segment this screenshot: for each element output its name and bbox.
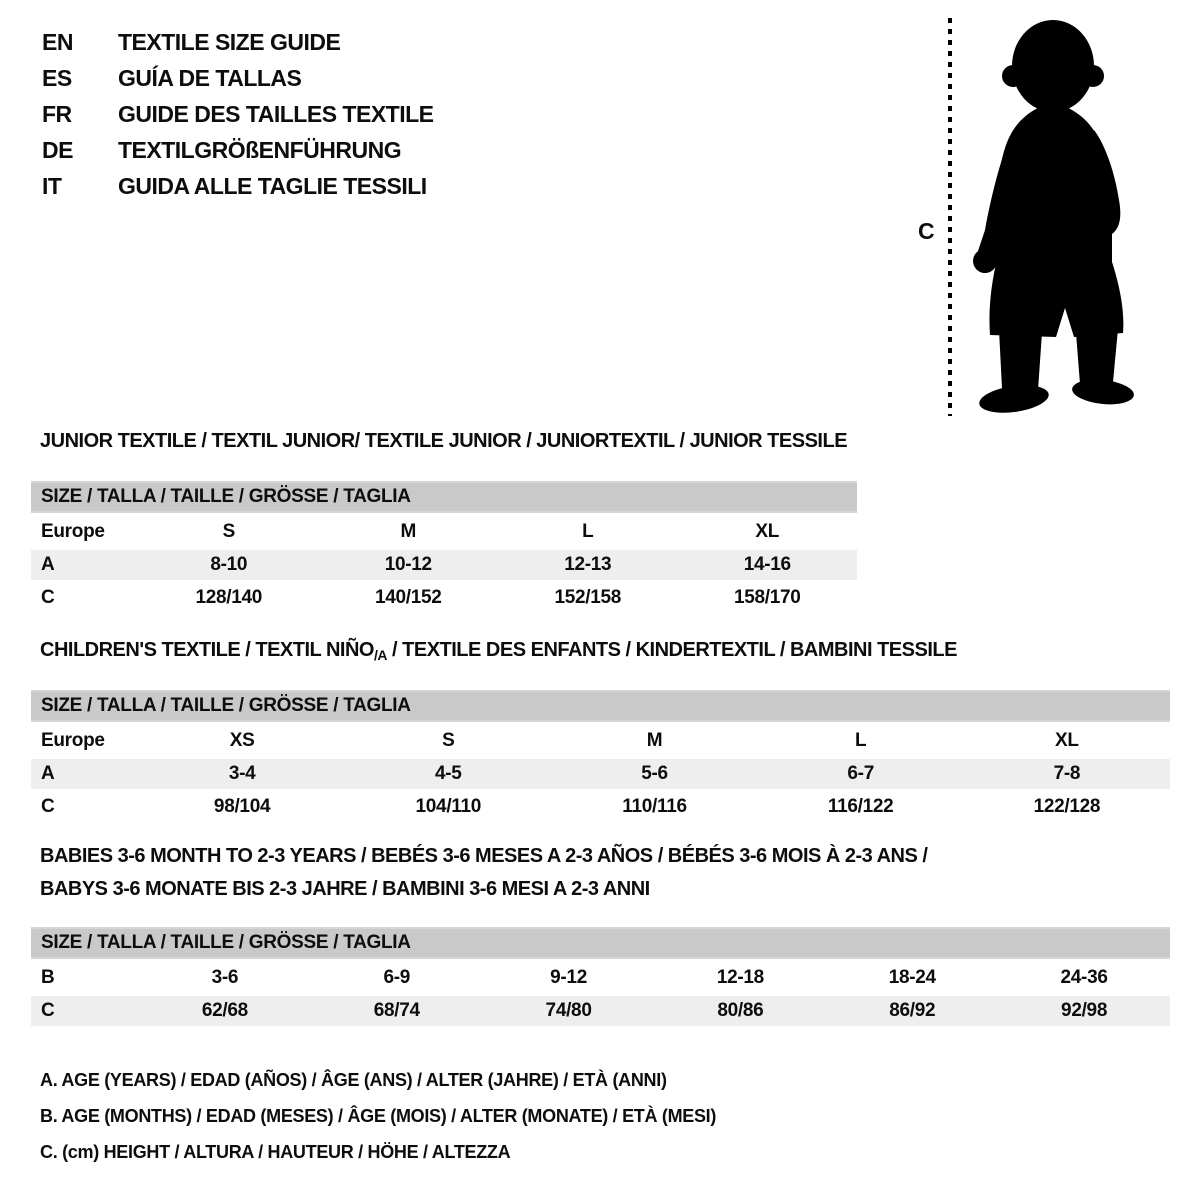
title-segment: JUNIOR TEXTILE / TEXTIL JUNIOR/ TEXTILE JUNIOR / JUNIORTEXTIL / JUNIOR TESSILE <box>40 430 848 452</box>
size-value-cell: 14-16 <box>743 554 791 575</box>
size-value-cell: L <box>582 521 594 542</box>
size-value-cell: 12-13 <box>564 554 612 575</box>
language-title-list <box>42 24 434 204</box>
table-row <box>31 583 857 613</box>
size-value-cell: S <box>222 521 235 542</box>
size-value-cell: 62/68 <box>201 1000 248 1021</box>
size-value-cell: 92/98 <box>1061 1000 1108 1021</box>
size-value-cell: XL <box>1055 730 1079 751</box>
size-value-cell: S <box>442 730 455 751</box>
section-title-line <box>40 840 927 873</box>
size-value-cell: 18-24 <box>888 967 936 988</box>
section-title-line <box>40 634 957 672</box>
size-table-children <box>31 690 1170 822</box>
language-guide-title: GUIDA ALLE TAGLIE TESSILI <box>118 173 427 199</box>
legend-line: B. AGE (MONTHS) / EDAD (MESES) / ÂGE (MOIS) / ALTER (MONATE) / ETÀ (MESI) <box>40 1106 717 1126</box>
size-value-cell: 9-12 <box>550 967 587 988</box>
size-value-cell: M <box>646 730 663 751</box>
table-row <box>31 517 857 547</box>
size-value-cell: XS <box>229 730 255 751</box>
table-row <box>31 963 1170 993</box>
row-label: A <box>41 763 55 784</box>
section-title-line <box>40 425 847 458</box>
size-value-cell: 110/116 <box>622 796 687 817</box>
size-value-cell: 8-10 <box>210 554 248 575</box>
title-segment: CHILDREN'S TEXTILE / TEXTIL NIÑO <box>40 639 374 661</box>
row-label: C <box>41 1000 55 1021</box>
size-value-cell: 152/158 <box>554 587 622 608</box>
size-value-cell: 80/86 <box>717 1000 764 1021</box>
size-value-cell: 158/170 <box>733 587 801 608</box>
title-segment: /A <box>373 647 387 663</box>
size-table-header: SIZE / TALLA / TAILLE / GRÖSSE / TAGLIA <box>31 481 857 513</box>
size-value-cell: 7-8 <box>1053 763 1081 784</box>
row-label: B <box>41 967 55 988</box>
size-table-babies <box>31 927 1170 1026</box>
section-title-children <box>40 634 957 672</box>
size-value-cell: 98/104 <box>213 796 271 817</box>
size-value-cell: 10-12 <box>384 554 432 575</box>
size-value-cell: 6-9 <box>383 967 411 988</box>
table-row <box>31 996 1170 1026</box>
row-label: Europe <box>41 730 105 751</box>
size-value-cell: 68/74 <box>373 1000 420 1021</box>
language-guide-title: TEXTILE SIZE GUIDE <box>118 29 341 55</box>
language-guide-title: GUÍA DE TALLAS <box>118 65 302 91</box>
language-row <box>42 132 434 168</box>
size-table-junior <box>31 481 857 613</box>
language-code: DE <box>42 137 73 163</box>
size-value-cell: 6-7 <box>847 763 874 784</box>
row-label: C <box>41 796 55 817</box>
size-value-cell: 104/110 <box>415 796 482 817</box>
title-segment: / TEXTILE DES ENFANTS / KINDERTEXTIL / BAMBINI TESSILE <box>386 639 957 661</box>
table-row <box>31 726 1170 756</box>
measurement-legend <box>40 1062 716 1170</box>
size-value-cell: XL <box>755 521 780 542</box>
legend-line: A. AGE (YEARS) / EDAD (AÑOS) / ÂGE (ANS) / ALTER (JAHRE) / ETÀ (ANNI) <box>40 1070 667 1090</box>
table-row <box>31 550 857 580</box>
language-code: IT <box>42 173 62 199</box>
size-value-cell: 24-36 <box>1060 967 1108 988</box>
section-title-junior <box>40 425 847 458</box>
size-value-cell: 5-6 <box>641 763 668 784</box>
language-row <box>42 24 434 60</box>
language-guide-title: TEXTILGRÖßENFÜHRUNG <box>118 137 402 163</box>
height-measure-dotted-line <box>948 18 952 416</box>
language-code: EN <box>42 29 73 55</box>
title-segment: BABYS 3-6 MONATE BIS 2-3 JAHRE / BAMBINI 3-6 MESI A 2-3 ANNI <box>40 878 650 900</box>
section-title-line <box>40 873 927 906</box>
language-code: ES <box>42 65 72 91</box>
size-value-cell: 4-5 <box>435 763 462 784</box>
row-label: Europe <box>41 521 105 542</box>
size-value-cell: 3-4 <box>228 763 256 784</box>
size-value-cell: 74/80 <box>545 1000 592 1021</box>
size-table-header: SIZE / TALLA / TAILLE / GRÖSSE / TAGLIA <box>31 927 1170 959</box>
table-row <box>31 759 1170 789</box>
language-row <box>42 168 434 204</box>
title-segment: BABIES 3-6 MONTH TO 2-3 YEARS / BEBÉS 3-6 MESES A 2-3 AÑOS / BÉBÉS 3-6 MOIS À 2-3 ANS / <box>40 845 928 867</box>
language-row <box>42 96 434 132</box>
size-table-header: SIZE / TALLA / TAILLE / GRÖSSE / TAGLIA <box>31 690 1170 722</box>
row-label: C <box>41 587 55 608</box>
legend-line: C. (cm) HEIGHT / ALTURA / HAUTEUR / HÖHE / ALTEZZA <box>40 1142 511 1162</box>
size-value-cell: 3-6 <box>211 967 239 988</box>
size-value-cell: 116/122 <box>827 796 894 817</box>
section-title-babies <box>40 840 927 906</box>
language-code: FR <box>42 101 72 127</box>
table-row <box>31 792 1170 822</box>
size-value-cell: L <box>855 730 867 751</box>
size-value-cell: 140/152 <box>374 587 442 608</box>
size-value-cell: 128/140 <box>195 587 263 608</box>
size-value-cell: 122/128 <box>1033 796 1101 817</box>
height-measure-label: C <box>918 218 935 244</box>
size-value-cell: 12-18 <box>716 967 764 988</box>
row-label: A <box>41 554 55 575</box>
size-value-cell: M <box>400 521 417 542</box>
language-row <box>42 60 434 96</box>
size-value-cell: 86/92 <box>889 1000 936 1021</box>
toddler-silhouette-icon <box>962 14 1144 414</box>
language-guide-title: GUIDE DES TAILLES TEXTILE <box>118 101 434 127</box>
